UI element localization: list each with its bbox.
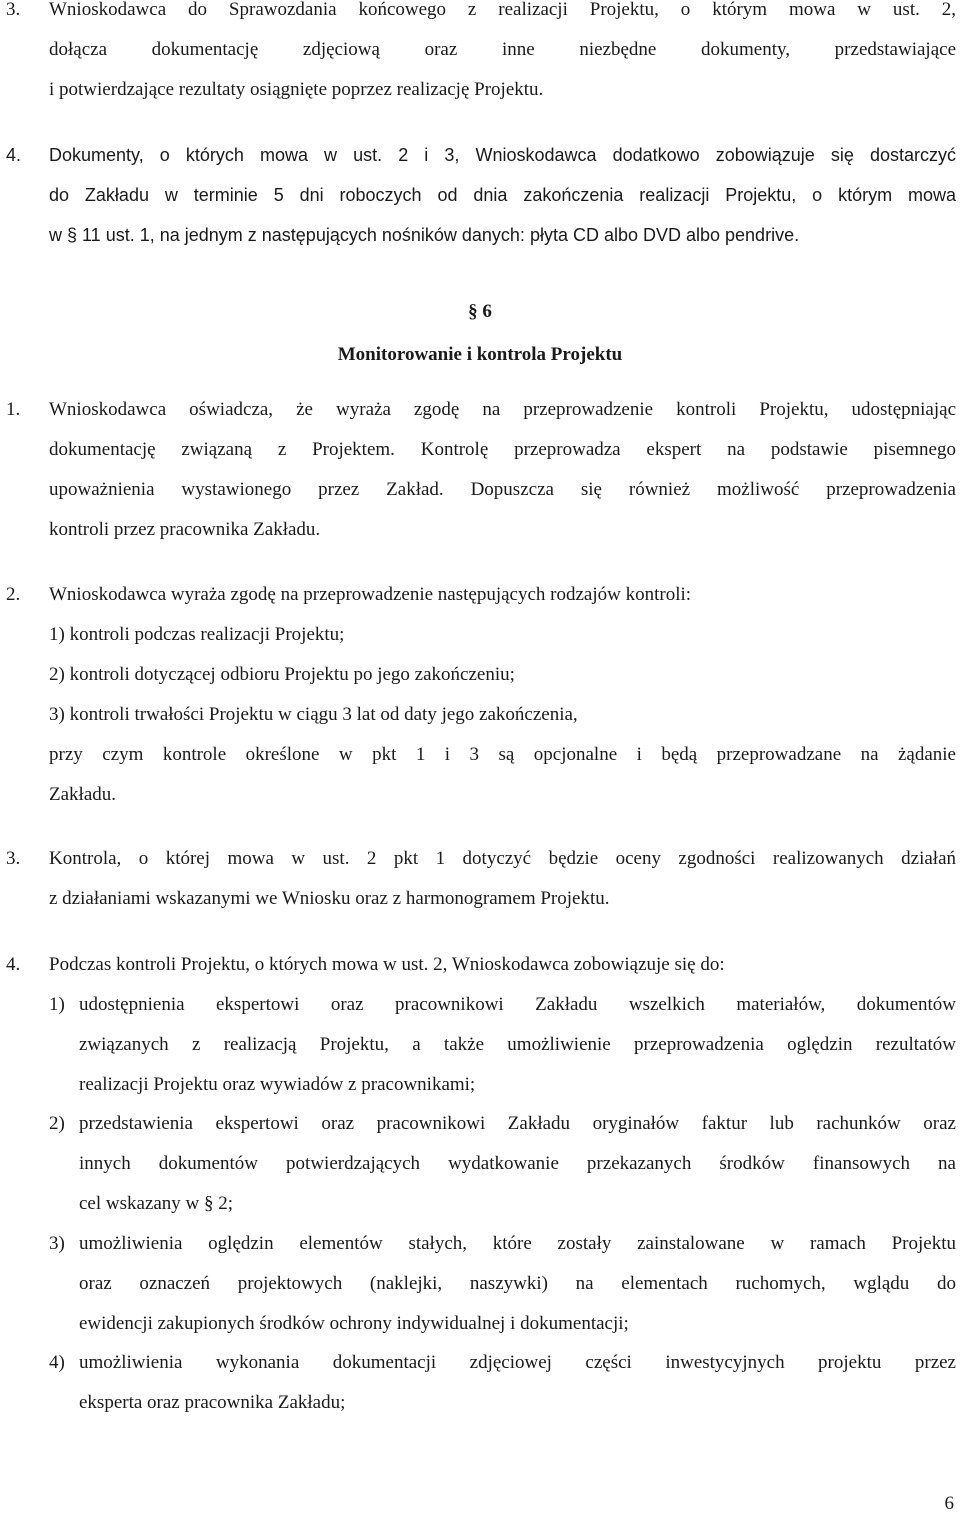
subitem-number: 3) <box>49 1233 65 1254</box>
item-text: Zakładu. <box>49 784 117 805</box>
subitem-text: udostępnienia ekspertowi oraz pracownikowi Zakładu wszelkich materiałów, dokumentów <box>79 994 956 1015</box>
item-text: przy czym kontrole określone w pkt 1 i 3 są opcjonalne i będą przeprowadzane na żądanie <box>49 744 956 765</box>
section-number: § 6 <box>468 301 492 322</box>
subitem-text: innych dokumentów potwierdzających wydatkowanie przekazanych środków finansowych na <box>79 1153 956 1174</box>
subitem-text: umożliwienia wykonania dokumentacji zdjęciowej części inwestycyjnych projektu przez <box>79 1352 956 1373</box>
item-text: Wnioskodawca wyraża zgodę na przeprowadzenie następujących rodzajów kontroli: <box>49 584 692 605</box>
paragraph-text: do Zakładu w terminie 5 dni roboczych od dnia zakończenia realizacji Projektu, o którym mowa <box>49 185 956 205</box>
subitem-text: 2) kontroli dotyczącej odbioru Projektu po jego zakończeniu; <box>49 664 515 685</box>
subitem-text: eksperta oraz pracownika Zakładu; <box>79 1392 346 1413</box>
paragraph-text: Wnioskodawca do Sprawozdania końcowego z realizacji Projektu, o którym mowa w ust. 2, <box>49 0 956 20</box>
item-text: kontroli przez pracownika Zakładu. <box>49 519 321 540</box>
item-text: upoważnienia wystawionego przez Zakład. Dopuszcza się również możliwość przeprowadzenia <box>49 479 956 500</box>
subitem-text: przedstawienia ekspertowi oraz pracownikowi Zakładu oryginałów faktur lub rachunków oraz <box>79 1113 956 1134</box>
page-number: 6 <box>944 1493 954 1514</box>
item-text: Kontrola, o której mowa w ust. 2 pkt 1 dotyczyć będzie oceny zgodności realizowanych działań <box>49 848 956 869</box>
subitem-text: ewidencji zakupionych środków ochrony indywidualnej i dokumentacji; <box>79 1313 629 1334</box>
item-number: 4. <box>6 954 21 975</box>
subitem-text: umożliwienia oględzin elementów stałych, które zostały zainstalowane w ramach Projektu <box>79 1233 956 1254</box>
item-text: Podczas kontroli Projektu, o których mowa w ust. 2, Wnioskodawca zobowiązuje się do: <box>49 954 725 975</box>
subitem-number: 1) <box>49 994 65 1015</box>
subitem-text: 3) kontroli trwałości Projektu w ciągu 3 lat od daty jego zakończenia, <box>49 704 578 725</box>
item-number: 3. <box>6 848 21 869</box>
subitem-number: 2) <box>49 1113 65 1134</box>
subitem-text: cel wskazany w § 2; <box>79 1193 234 1214</box>
subitem-text: 1) kontroli podczas realizacji Projektu; <box>49 624 345 645</box>
section-title: Monitorowanie i kontrola Projektu <box>337 344 623 365</box>
item-text: z działaniami wskazanymi we Wniosku oraz z harmonogramem Projektu. <box>49 888 610 909</box>
subitem-text: oraz oznaczeń projektowych (naklejki, naszywki) na elementach ruchomych, wglądu do <box>79 1273 956 1294</box>
item-number: 2. <box>6 584 21 605</box>
paragraph-number: 3. <box>6 0 21 20</box>
paragraph-text: w § 11 ust. 1, na jednym z następujących nośników danych: płyta CD albo DVD albo pendrive. <box>49 225 800 245</box>
item-text: Wnioskodawca oświadcza, że wyraża zgodę na przeprowadzenie kontroli Projektu, udostępniając <box>49 399 956 420</box>
paragraph-text: Dokumenty, o których mowa w ust. 2 i 3, Wnioskodawca dodatkowo zobowiązuje się dostarczyć <box>49 145 956 165</box>
subitem-text: związanych z realizacją Projektu, a także umożliwienie przeprowadzenia oględzin rezultatów <box>79 1034 956 1055</box>
subitem-text: realizacji Projektu oraz wywiadów z pracownikami; <box>79 1074 476 1095</box>
item-number: 1. <box>6 399 21 420</box>
paragraph-text: i potwierdzające rezultaty osiągnięte poprzez realizację Projektu. <box>49 79 544 100</box>
subitem-number: 4) <box>49 1352 65 1373</box>
paragraph-text: dołącza dokumentację zdjęciową oraz inne niezbędne dokumenty, przedstawiające <box>49 39 956 60</box>
item-text: dokumentację związaną z Projektem. Kontrolę przeprowadza ekspert na podstawie pisemnego <box>49 439 956 460</box>
paragraph-number: 4. <box>6 145 22 165</box>
